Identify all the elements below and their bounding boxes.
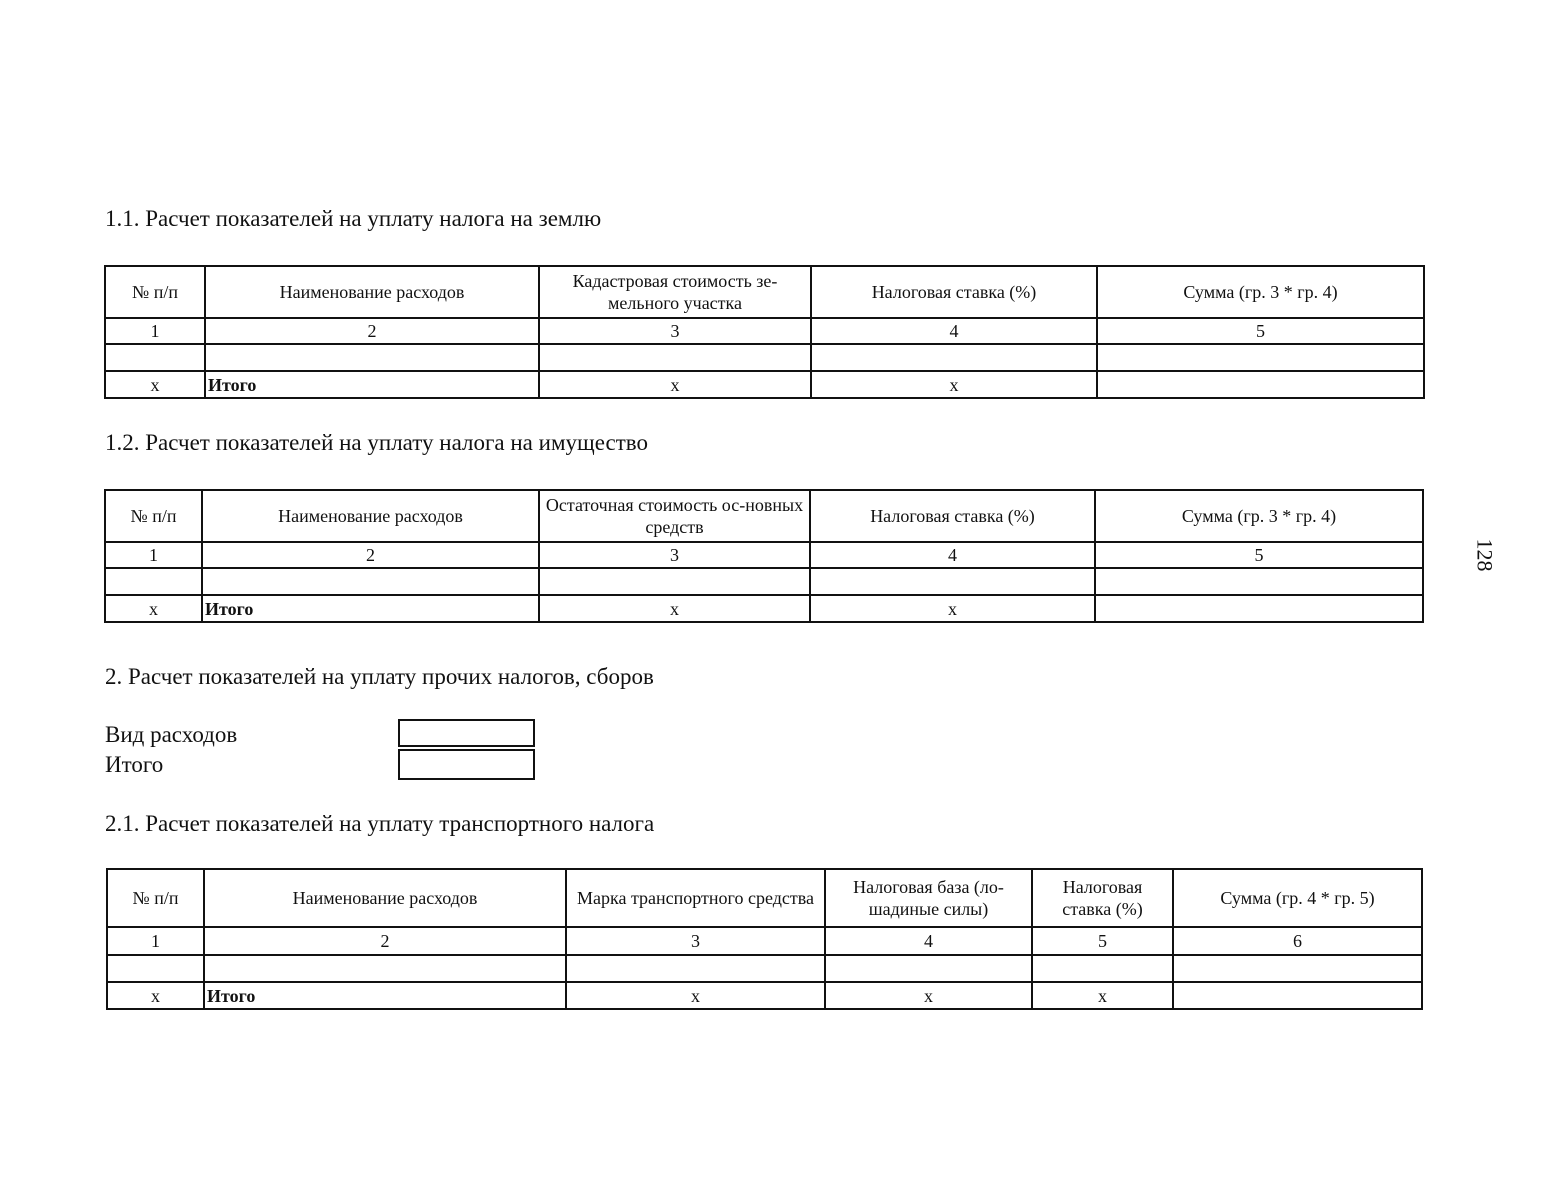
table-cell[interactable] xyxy=(205,344,539,371)
land-tax-table xyxy=(104,265,1425,399)
column-number-cell: 4 xyxy=(825,927,1032,955)
table-cell[interactable] xyxy=(1097,344,1424,371)
column-number-cell: 5 xyxy=(1097,318,1424,344)
column-number-cell: 2 xyxy=(204,927,566,955)
column-number-cell: 3 xyxy=(566,927,825,955)
header-cell-tax-rate: Налоговая ставка (%) xyxy=(1032,869,1173,927)
total-cell: x xyxy=(107,982,204,1009)
total-label-cell: Итого xyxy=(205,371,539,398)
total-cell: x xyxy=(566,982,825,1009)
column-number-cell: 3 xyxy=(539,542,810,568)
table-cell[interactable] xyxy=(539,344,811,371)
total-cell: x xyxy=(1032,982,1173,1009)
table-row xyxy=(105,568,1423,595)
table-header-row xyxy=(107,869,1422,927)
column-number-cell: 4 xyxy=(811,318,1097,344)
total-cell: x xyxy=(105,595,202,622)
table-cell[interactable] xyxy=(107,955,204,982)
column-number-cell: 3 xyxy=(539,318,811,344)
other-taxes-title: 2. Расчет показателей на уплату прочих налогов, сборов xyxy=(105,664,654,689)
header-cell-sum: Сумма (гр. 3 * гр. 4) xyxy=(1095,490,1423,542)
header-cell-tax-rate: Налоговая ставка (%) xyxy=(810,490,1095,542)
column-number-row xyxy=(105,542,1423,568)
header-cell-tax-rate: Налоговая ставка (%) xyxy=(811,266,1097,318)
header-cell-number: № п/п xyxy=(107,869,204,927)
table-cell[interactable] xyxy=(202,568,539,595)
transport-tax-table xyxy=(106,868,1423,1010)
total-label-cell: Итого xyxy=(204,982,566,1009)
total-sum-cell[interactable] xyxy=(1095,595,1423,622)
column-number-row xyxy=(107,927,1422,955)
table-cell[interactable] xyxy=(105,568,202,595)
column-number-row xyxy=(105,318,1424,344)
total-cell: x xyxy=(539,595,810,622)
total-cell: x xyxy=(825,982,1032,1009)
header-cell-number: № п/п xyxy=(105,490,202,542)
table-cell[interactable] xyxy=(1173,955,1422,982)
table-cell[interactable] xyxy=(539,568,810,595)
expense-type-field[interactable] xyxy=(398,719,535,747)
header-cell-residual-value: Остаточная стоимость ос-новных средств xyxy=(539,490,810,542)
header-cell-vehicle-brand: Марка транспортного средства xyxy=(566,869,825,927)
page-number: 128 xyxy=(1472,538,1498,572)
total-sum-cell[interactable] xyxy=(1097,371,1424,398)
property-tax-title: 1.2. Расчет показателей на уплату налога на имущество xyxy=(105,430,648,455)
total-sum-cell[interactable] xyxy=(1173,982,1422,1009)
column-number-cell: 6 xyxy=(1173,927,1422,955)
table-cell[interactable] xyxy=(566,955,825,982)
header-cell-number: № п/п xyxy=(105,266,205,318)
column-number-cell: 1 xyxy=(105,542,202,568)
header-cell-cadastral-value: Кадастровая стоимость зе-мельного участка xyxy=(539,266,811,318)
table-cell[interactable] xyxy=(1095,568,1423,595)
column-number-cell: 4 xyxy=(810,542,1095,568)
table-cell[interactable] xyxy=(1032,955,1173,982)
header-cell-expense-name: Наименование расходов xyxy=(202,490,539,542)
header-cell-sum: Сумма (гр. 4 * гр. 5) xyxy=(1173,869,1422,927)
column-number-cell: 5 xyxy=(1032,927,1173,955)
table-cell[interactable] xyxy=(810,568,1095,595)
total-cell: x xyxy=(811,371,1097,398)
header-cell-expense-name: Наименование расходов xyxy=(204,869,566,927)
table-header-row xyxy=(105,490,1423,542)
total-row xyxy=(107,982,1422,1009)
total-row xyxy=(105,371,1424,398)
header-cell-sum: Сумма (гр. 3 * гр. 4) xyxy=(1097,266,1424,318)
transport-tax-title: 2.1. Расчет показателей на уплату транспортного налога xyxy=(105,811,655,836)
table-row xyxy=(105,344,1424,371)
header-cell-expense-name: Наименование расходов xyxy=(205,266,539,318)
column-number-cell: 1 xyxy=(107,927,204,955)
column-number-cell: 1 xyxy=(105,318,205,344)
column-number-cell: 2 xyxy=(202,542,539,568)
other-total-label: Итого xyxy=(105,752,164,777)
total-cell: x xyxy=(105,371,205,398)
expense-type-label: Вид расходов xyxy=(105,722,238,747)
total-cell: x xyxy=(810,595,1095,622)
column-number-cell: 5 xyxy=(1095,542,1423,568)
property-tax-table xyxy=(104,489,1424,623)
column-number-cell: 2 xyxy=(205,318,539,344)
table-cell[interactable] xyxy=(811,344,1097,371)
table-cell[interactable] xyxy=(105,344,205,371)
other-total-field[interactable] xyxy=(398,749,535,780)
land-tax-title: 1.1. Расчет показателей на уплату налога на землю xyxy=(105,206,602,231)
table-cell[interactable] xyxy=(204,955,566,982)
total-cell: x xyxy=(539,371,811,398)
total-label-cell: Итого xyxy=(202,595,539,622)
header-cell-tax-base: Налоговая база (ло-шадиные силы) xyxy=(825,869,1032,927)
table-cell[interactable] xyxy=(825,955,1032,982)
table-header-row xyxy=(105,266,1424,318)
table-row xyxy=(107,955,1422,982)
total-row xyxy=(105,595,1423,622)
